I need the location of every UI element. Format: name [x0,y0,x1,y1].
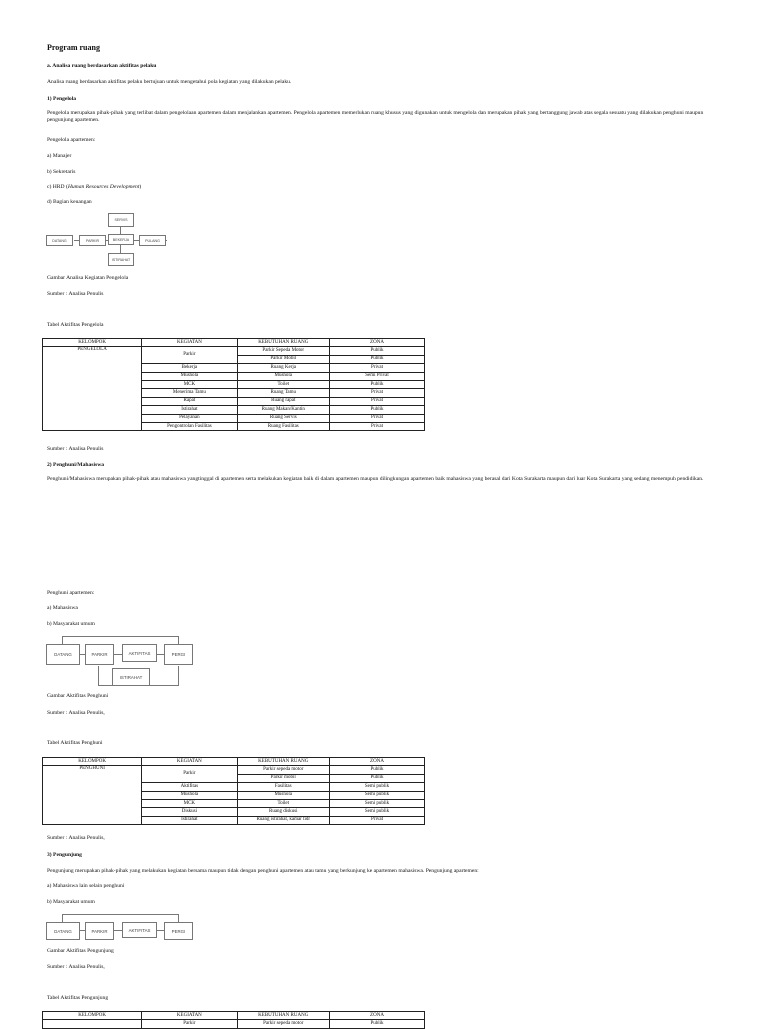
table-cell: Privat [330,389,425,397]
table-cell: Ruang rapat [237,397,329,405]
table-cell: Toilet [237,799,329,807]
table-header: KEGIATAN [142,339,237,347]
table-cell: Semi publik [329,791,424,799]
table-cell: Parkir [142,1020,237,1028]
pulang-box: PULANG [139,235,166,246]
table-cell: Parkir [142,766,237,783]
table-header: KEGIATAN [142,758,237,766]
parkir-box: PARKIR [85,644,114,665]
table-header: KEGIATAN [142,1012,237,1020]
table-header: KELOMPOK [43,1012,142,1020]
table-caption: Tabel Aktifitas Penghuni [47,740,103,746]
table-cell: Pengontrolan Fasilitas [142,422,237,430]
table-source: Sumber : Analisa Penulis, [47,835,105,841]
table-header: ZONA [330,339,425,347]
parkir-box: PARKIR [79,235,106,246]
table-cell [43,1020,142,1028]
table-cell: Parkir sepeda motor [237,1020,329,1028]
pengelola-table [42,338,425,431]
table-header: ZONA [329,1012,424,1020]
table-cell: Parkir Sepeda Motor [237,347,329,355]
table-cell: Ruang Tamu [237,389,329,397]
figure-source: Sumber : Analisa Penulis, [47,710,105,716]
aktifitas-box: AKTIFITAS [122,922,157,938]
table-cell: Semi publik [329,808,424,816]
table-cell: Toilet [237,380,329,388]
aktifitas-box: AKTIFITAS [122,644,157,662]
table-cell: Publik [329,774,424,782]
table-cell: Semi publik [329,799,424,807]
table-header: ZONA [329,758,424,766]
figure-caption: Gambar Analisa Kegiatan Pengelola [47,275,129,281]
table-header: KEBUTUHAN RUANG [237,758,329,766]
pengunjung-paragraph: Pengunjung merupakan pihak-pihak yang melakukan kegiatan bersama maupun tidak dengan penghuni apartemen atau tamu yang berkunjung ke apartemen mahasiswa. Pengunjung apartemen: [47,868,479,874]
pengunjung-table [42,1011,425,1029]
intro-text: Analisa ruang berdasarkan aktifitas pelaku bertujuan untuk mengetahui pola kegiatan yang dilakukan pelaku. [47,79,292,85]
table-cell: Privat [330,397,425,405]
table-cell: Ruang Kerja [237,364,329,372]
table-cell: Publik [330,380,425,388]
table-cell: Privat [330,414,425,422]
penghuni-heading: 2) Penghuni/Mahasiswa [47,462,105,468]
table-cell: Mushola [142,791,237,799]
table-cell: Bekerja [142,364,237,372]
penghuni-list-item: b) Masyarakat umum [47,621,95,627]
pengunjung-list-item: a) Mahasiswa lain selain penghuni [47,883,125,889]
pengunjung-list-item: b) Masyarakat umum [47,899,95,905]
istirahat-box: ISTIRAHAT [108,253,134,266]
table-header-row [43,1012,425,1020]
table-header: KEBUTUHAN RUANG [237,339,329,347]
datang-box: DATANG [46,235,73,246]
table-header-row [43,758,425,766]
table-cell: Privat [330,422,425,430]
parkir-box: PARKIR [85,922,114,940]
table-cell: Privat [329,816,424,824]
table-header-row [43,339,425,347]
table-group-cell: PENGELOLA [43,347,142,431]
table-cell: Parkir Mobil [237,355,329,363]
table-cell: Publik [330,355,425,363]
table-cell: Ruang Makan/Kantin [237,406,329,414]
table-cell: Mushola [142,372,237,380]
table-cell: Privat [330,364,425,372]
figure-caption: Gambar Aktifitas Pengunjung [47,948,114,954]
penghuni-table [42,757,425,825]
figure-caption: Gambar Aktifitas Penghuni [47,693,109,699]
table-cell: Ruang Servis [237,414,329,422]
table-cell: MCK [142,799,237,807]
table-cell: Aktifitas [142,783,237,791]
pergi-box: PERGI [164,922,193,940]
table-cell: Semi publik [329,783,424,791]
table-cell: Mushola [237,791,329,799]
table-cell: Ruang Fasilitas [237,422,329,430]
datang-box: DATANG [46,922,80,940]
penghuni-list-label: Penghuni apartemen: [47,590,95,596]
figure-source: Sumber : Analisa Penulis, [47,964,105,970]
table-cell: Parkir sepeda motor [237,766,329,774]
pengelola-heading: 1) Pengelola [47,96,77,102]
table-cell: Istirahat [142,406,237,414]
table-cell: Publik [330,347,425,355]
table-cell: Publik [329,1020,424,1028]
table-header: KEBUTUHAN RUANG [237,1012,329,1020]
table-row [43,347,425,355]
table-cell: Rapat [142,397,237,405]
pengelola-list-item: a) Manajer [47,153,72,159]
table-cell: MCK [142,380,237,388]
table-cell: Ruang diskusi [237,808,329,816]
table-cell: Menerima Tamu [142,389,237,397]
bekerja-box: BEKERJA [108,234,134,245]
pengelola-list-label: Pengelola apartemen: [47,137,96,143]
page-title: Program ruang [47,43,100,52]
pengelola-list-item: d) Bagian keuangan [47,199,92,205]
pengelola-list-item: c) HRD (Human Resources Development) [47,184,142,190]
table-caption: Tabel Aktifitas Pengunjung [47,995,109,1001]
datang-box: DATANG [46,644,80,665]
pengelola-paragraph: Pengelola merupakan pihak-pihak yang terlibat dalam pengelolaan apartemen dalam menjalankan apartemen. Pengelola apartemen memerlukan ruang khusus yang digunakan untuk mengelola dan merupakan pihak yang bertanggung jawab atas segala sesuatu yang dilakukan penghuni maupun pengunjung apartemen. [47,110,704,123]
pergi-box: PERGI [164,644,193,665]
table-header: KELOMPOK [43,339,142,347]
figure-source: Sumber : Analisa Penulis [47,291,104,297]
table-cell: Istirahat [142,816,237,824]
table-cell: Parkir [142,347,237,364]
table-cell: Ruang istirahat, kamar tidr [237,816,329,824]
table-cell: Mushola [237,372,329,380]
table-header: KELOMPOK [43,758,142,766]
table-group-cell: PENGHUNI [43,766,142,825]
servis-box: SERVIS [108,213,134,227]
table-row [43,766,425,774]
penghuni-list-item: a) Mahasiswa [47,605,78,611]
pengelola-list-item: b) Sekretaris [47,169,76,175]
table-cell: Fasilitas [237,783,329,791]
table-cell: Parkir mobil [237,774,329,782]
table-source: Sumber : Analisa Penulis [47,446,104,452]
table-cell: Diskusi [142,808,237,816]
table-row [43,1020,425,1028]
istirahat-box: ISTIRAHAT [112,668,150,686]
table-cell: Publik [329,766,424,774]
table-cell: Publik [330,406,425,414]
section-heading: a. Analisa ruang berdasarkan aktifitas pelaku [47,63,157,69]
pengunjung-heading: 3) Pengunjung [47,852,82,858]
table-cell: Semi Privat [330,372,425,380]
table-cell: Pelayanan [142,414,237,422]
table-caption: Tabel Aktifitas Pengelola [47,322,104,328]
penghuni-paragraph: Penghuni/Mahasiswa merupakan pihak-pihak atau mahasiswa yangtinggal di apartemen serta melakukan kegiatan baik di dalam apartemen maupun dilingkungan apartemen baik mahasiswa yang berasal dari Kota Surakarta maupun dari luar Kota Surakarta yang sedang menempuh pendidikan. [47,476,704,482]
